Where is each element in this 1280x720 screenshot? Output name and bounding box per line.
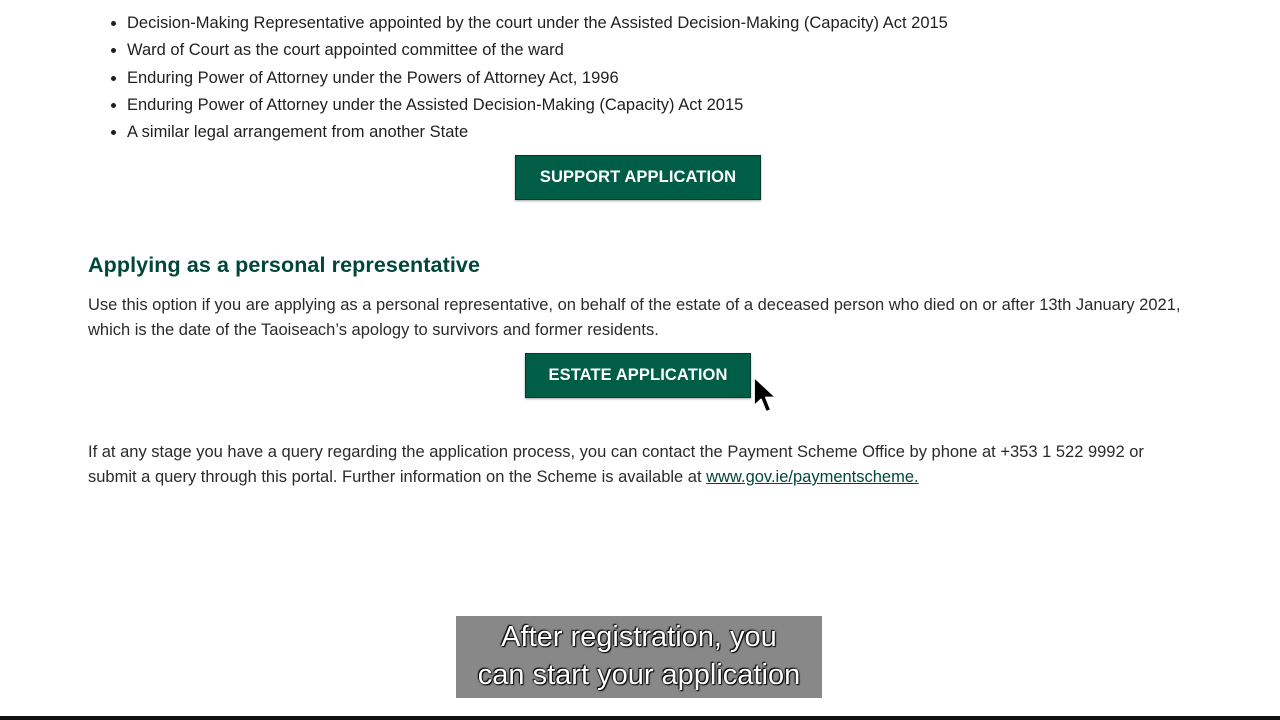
list-item: • Enduring Power of Attorney under the Powers of Attorney Act, 1996 [127,65,948,92]
list-item: • Ward of Court as the court appointed committee of the ward [127,37,948,64]
contact-text: If at any stage you have a query regarding the application process, you can contact the Payment Scheme Office by phone at +353 1 522 9992 or submit a query through this portal. Further information on the Scheme is available at [88,443,1144,486]
video-subtitle [456,616,822,698]
section-heading: Applying as a personal representative [88,253,481,277]
eligibility-list [88,10,948,146]
contact-paragraph [88,440,1188,490]
bottom-border [0,716,1280,720]
list-item: • Enduring Power of Attorney under the Assisted Decision-Making (Capacity) Act 2015 [127,92,948,119]
payment-scheme-link[interactable]: www.gov.ie/paymentscheme. [706,468,919,486]
subtitle-line: can start your application [477,659,801,691]
list-item: • A similar legal arrangement from another State [127,119,948,146]
list-item: • Decision-Making Representative appointed by the court under the Assisted Decision-Making (Capacity) Act 2015 [127,10,948,37]
mouse-pointer-icon [752,376,782,418]
support-application-button[interactable]: SUPPORT APPLICATION [515,155,761,200]
personal-rep-description: Use this option if you are applying as a personal representative, on behalf of the estate of a deceased person who died on or after 13th January 2021, which is the date of the Taoiseach’s apology to survivors and former residents. [88,296,1181,339]
estate-application-button[interactable]: ESTATE APPLICATION [525,353,751,398]
subtitle-line: After registration, you [501,621,777,653]
